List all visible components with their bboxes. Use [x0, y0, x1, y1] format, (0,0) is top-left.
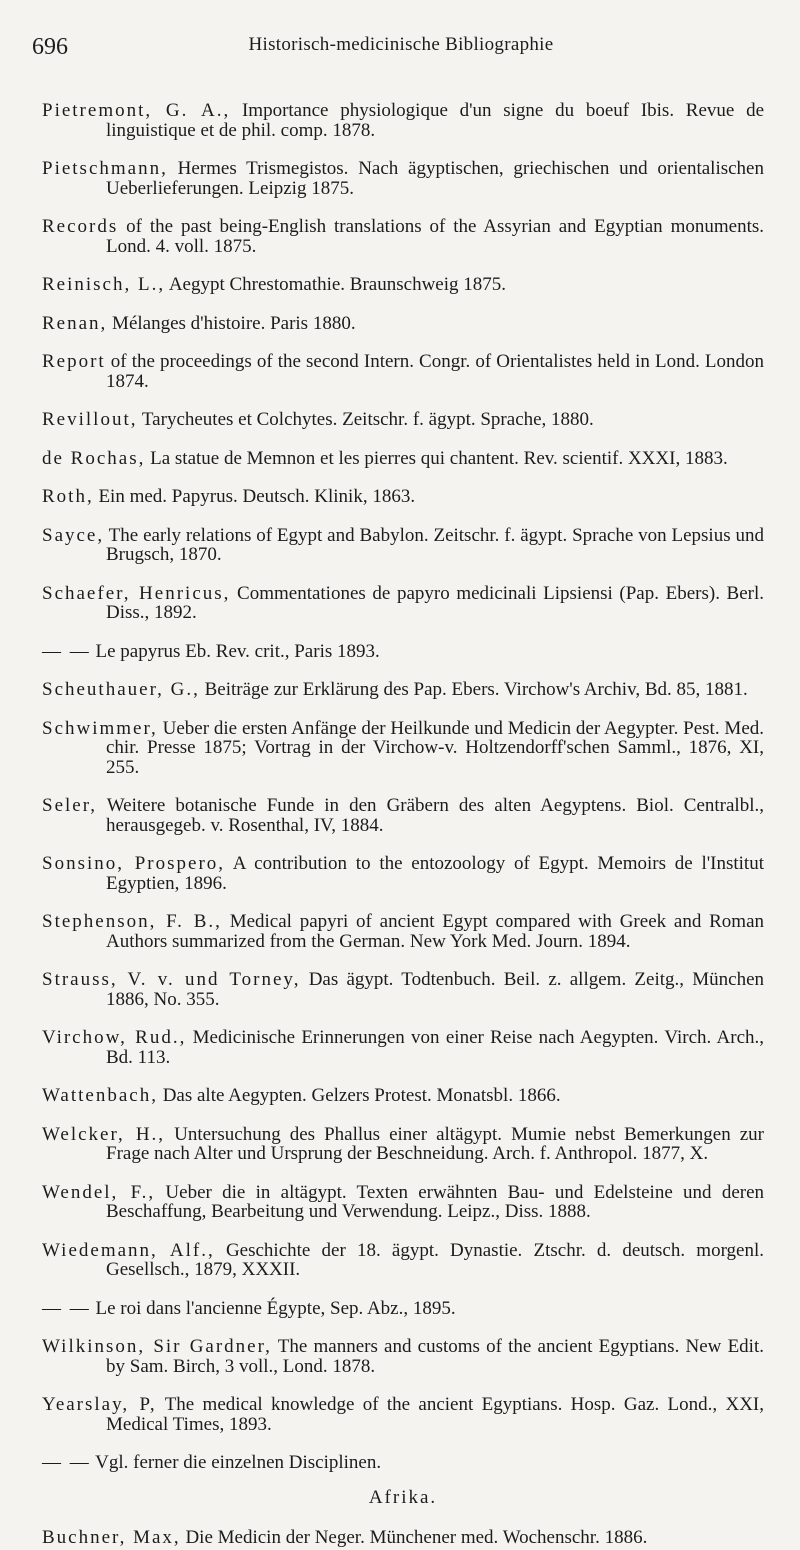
entry-text: The early relations of Egypt and Babylon. Zeitschr. f. ägypt. Sprache von Lepsius und Brugsch, 1870. [106, 524, 764, 565]
entry-author: Buchner, Max, [42, 1526, 181, 1548]
entry-author: Wattenbach, [42, 1085, 158, 1106]
entry-author: — — [42, 1297, 91, 1319]
bibliography-entry [42, 275, 764, 295]
entry-text: Die Medicin der Neger. Münchener med. Wochenschr. 1886. [185, 1526, 648, 1548]
entry-text: Geschichte der 18. ägypt. Dynastie. Ztschr. d. deutsch. morgenl. Gesellsch., 1879, XXXII. [106, 1239, 765, 1280]
bibliography-entry [42, 796, 764, 835]
bibliography-entry [42, 487, 764, 507]
entry-author: Seler, [42, 795, 98, 816]
entry-author: Renan, [42, 312, 108, 334]
bibliography-entry [42, 719, 764, 778]
entry-author: — — [42, 1452, 91, 1473]
entry-text: A contribution to the entozoology of Egypt. Memoirs de l'Institut Egyptien, 1896. [106, 853, 764, 894]
entry-text: Tarycheutes et Colchytes. Zeitschr. f. ägypt. Sprache, 1880. [141, 409, 594, 430]
entry-author: Wendel, F., [42, 1181, 156, 1203]
entry-author: Strauss, V. v. und Torney, [42, 969, 301, 990]
entry-author: Scheuthauer, G., [42, 679, 200, 700]
entry-text: Weitere botanische Funde in den Gräbern des alten Aegyptens. Biol. Centralbl., herausgegeb. v. Rosenthal, IV, 1884. [106, 795, 764, 836]
bibliography-entry [42, 1299, 764, 1319]
running-title: Historisch-medicinische Bibliographie [248, 34, 554, 55]
entry-text: of the proceedings of the second Intern. Congr. of Orientalistes held in Lond. London 1874. [106, 351, 765, 392]
bibliography-entry [42, 449, 764, 469]
bibliography-entry [42, 1183, 764, 1222]
entry-author: Sonsino, Prospero, [42, 853, 226, 874]
entry-author: Virchow, Rud., [42, 1027, 187, 1048]
bibliography-entry [42, 101, 764, 140]
entry-author: Pietschmann, [42, 158, 168, 179]
entry-author: Revillout, [42, 409, 138, 430]
bibliography-entry [42, 642, 764, 662]
bibliography-entry [42, 1395, 764, 1434]
bibliography-list [42, 82, 764, 1550]
entry-text: Ueber die in altägypt. Texten erwähnten Bau- und Edelsteine und deren Beschaffung, Bearbeitung und Verwendung. Leipz., Diss. 1888. [106, 1181, 765, 1222]
entry-text: Medicinische Erinnerungen von einer Reise nach Aegypten. Virch. Arch., Bd. 113. [106, 1027, 764, 1068]
page-header [32, 30, 770, 64]
entry-text: Ueber die ersten Anfänge der Heilkunde und Medicin der Aegypter. Pest. Med. chir. Presse 1875; Vortrag in der Virchow-v. Holtzendorff'schen Samml., 1876, XI, 255. [106, 717, 764, 778]
entry-author: Records [42, 216, 119, 237]
bibliography-entry [42, 1453, 764, 1473]
bibliography-entry [42, 314, 764, 334]
entry-text: Das ägypt. Todtenbuch. Beil. z. allgem. Zeitg., München 1886, No. 355. [106, 969, 765, 1010]
entry-author: de Rochas, [42, 447, 146, 469]
bibliography-entry [42, 352, 764, 391]
bibliography-entry [42, 410, 764, 430]
bibliography-entry [42, 912, 764, 951]
bibliography-entry [42, 1337, 764, 1376]
entry-author: Wiedemann, Alf., [42, 1239, 215, 1261]
entry-author: — — [42, 640, 91, 662]
bibliography-entry [42, 526, 764, 565]
bibliography-entry [42, 217, 764, 256]
entry-author: Reinisch, L., [42, 274, 166, 295]
bibliography-entry [42, 1125, 764, 1164]
bibliography-entry [42, 1528, 764, 1548]
entry-text: Medical papyri of ancient Egypt compared with Greek and Roman Authors summarized from the German. New York Med. Journ. 1894. [106, 911, 765, 952]
entry-text: Untersuchung des Phallus einer altägypt. Mumie nebst Bemerkungen zur Frage nach Alter und Ursprung der Beschneidung. Arch. f. Anthropol. 1877, X. [106, 1123, 765, 1164]
bibliography-entry [42, 584, 764, 623]
entry-text: Ein med. Papyrus. Deutsch. Klinik, 1863. [98, 486, 416, 507]
entry-text: Vgl. ferner die einzelnen Disciplinen. [95, 1452, 382, 1473]
bibliography-entry [42, 1086, 764, 1106]
bibliography-entry [42, 970, 764, 1009]
entry-author: Roth, [42, 486, 94, 507]
entry-text: Beiträge zur Erklärung des Pap. Ebers. Virchow's Archiv, Bd. 85, 1881. [204, 679, 748, 700]
entry-text: Hermes Trismegistos. Nach ägyptischen, griechischen und orientalischen Ueberlieferungen. Leipzig 1875. [106, 158, 764, 199]
bibliography-entry [42, 1028, 764, 1067]
section-title: Afrika. [368, 1486, 438, 1508]
bibliography-entry [42, 854, 764, 893]
entry-author: Wilkinson, Sir Gardner, [42, 1336, 272, 1357]
entry-text: Importance physiologique d'un signe du boeuf Ibis. Revue de linguistique et de phil. comp. 1878. [106, 100, 764, 141]
page-number: 696 [32, 34, 68, 60]
entry-author: Yearslay, P, [42, 1394, 157, 1415]
entry-author: Schaefer, Henricus, [42, 582, 231, 604]
bibliography-entry [42, 680, 764, 700]
entry-text: Le roi dans l'ancienne Égypte, Sep. Abz., 1895. [95, 1297, 456, 1319]
bibliography-entry [42, 159, 764, 198]
entry-text: Aegypt Chrestomathie. Braunschweig 1875. [168, 274, 506, 295]
entry-author: Stephenson, F. B., [42, 911, 222, 932]
bibliography-entry [42, 1241, 764, 1280]
entry-text: The manners and customs of the ancient Egyptians. New Edit. by Sam. Birch, 3 voll., Lond. 1878. [106, 1336, 764, 1377]
entry-text: of the past being-English translations of the Assyrian and Egyptian monuments. Lond. 4. voll. 1875. [106, 216, 764, 257]
entry-text: La statue de Memnon et les pierres qui chantent. Rev. scientif. XXXI, 1883. [150, 447, 728, 469]
entry-text: Commentationes de papyro medicinali Lipsiensi (Pap. Ebers). Berl. Diss., 1892. [106, 582, 765, 623]
entry-author: Sayce, [42, 524, 105, 546]
entry-text: Le papyrus Eb. Rev. crit., Paris 1893. [95, 640, 380, 662]
entry-text: Das alte Aegypten. Gelzers Protest. Monatsbl. 1866. [162, 1085, 561, 1106]
entry-author: Report [42, 351, 106, 372]
entry-text: The medical knowledge of the ancient Egyptians. Hosp. Gaz. Lond., XXI, Medical Times, 1893. [106, 1394, 764, 1435]
entry-author: Schwimmer, [42, 717, 158, 739]
entry-author: Pietremont, G. A., [42, 100, 231, 121]
entry-author: Welcker, H., [42, 1123, 166, 1145]
entry-text: Mélanges d'histoire. Paris 1880. [112, 312, 356, 334]
